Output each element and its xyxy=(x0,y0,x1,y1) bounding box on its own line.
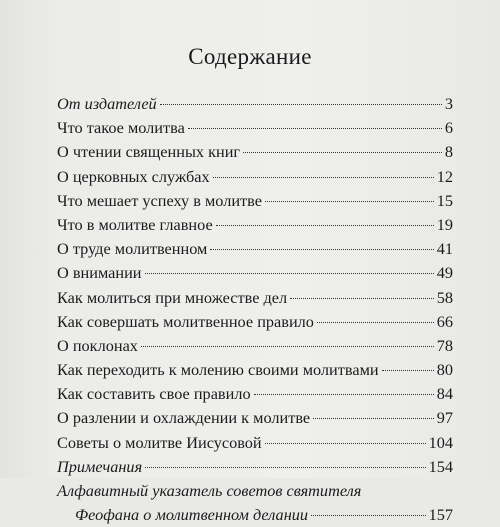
table-of-contents xyxy=(57,92,453,527)
toc-entry xyxy=(57,261,453,285)
toc-page-number: 8 xyxy=(444,142,453,162)
toc-page-number: 12 xyxy=(436,166,453,186)
toc-entry xyxy=(57,358,453,382)
toc-entry-label: Примечания xyxy=(57,456,143,476)
toc-page-number: 80 xyxy=(436,360,453,380)
toc-entry xyxy=(57,189,453,213)
toc-page-number: 19 xyxy=(436,214,453,234)
toc-entry xyxy=(57,116,453,140)
toc-entry xyxy=(57,406,453,430)
toc-entry-label: О разлении и охлаждении к молитве xyxy=(57,408,311,428)
toc-page-number: 78 xyxy=(436,335,453,355)
leader-dots xyxy=(313,417,434,419)
toc-entry xyxy=(57,92,453,116)
toc-entry-label: Как совершать молитвенное правило xyxy=(57,311,314,331)
toc-page-number: 104 xyxy=(428,432,453,452)
toc-page-number: 97 xyxy=(436,408,453,428)
leader-dots xyxy=(145,466,425,468)
toc-entry-label: О чтении священных книг xyxy=(57,142,241,162)
toc-entry-continuation xyxy=(57,503,453,527)
toc-entry xyxy=(57,382,453,406)
leader-dots xyxy=(265,442,426,444)
toc-entry-label: Как молиться при множестве дел xyxy=(57,287,288,307)
leader-dots xyxy=(213,176,434,178)
toc-entry-label: О внимании xyxy=(57,263,142,283)
toc-entry xyxy=(57,286,453,310)
leader-dots xyxy=(160,103,442,105)
toc-entry-label: Что мешает успеху в молитве xyxy=(57,190,262,210)
leader-dots xyxy=(243,151,442,153)
toc-entry xyxy=(57,213,453,237)
toc-entry-label: Советы о молитве Иисусовой xyxy=(57,432,262,452)
leader-dots xyxy=(216,224,434,226)
toc-page-number: 6 xyxy=(444,118,453,138)
leader-dots xyxy=(382,369,434,371)
toc-entry xyxy=(57,165,453,189)
page-title: Содержание xyxy=(188,44,312,69)
toc-entry-label: Феофана о молитвенном делании xyxy=(75,505,309,525)
toc-page-number: 41 xyxy=(436,239,453,259)
toc-entry xyxy=(57,334,453,358)
toc-entry-label: О труде молитвенном xyxy=(57,239,208,259)
toc-entry xyxy=(57,479,453,503)
toc-entry xyxy=(57,237,453,261)
toc-page-number: 154 xyxy=(428,456,453,476)
toc-page-number: 66 xyxy=(436,311,453,331)
toc-entry xyxy=(57,431,453,455)
toc-page-number: 84 xyxy=(436,384,453,404)
toc-entry xyxy=(57,455,453,479)
toc-page-number: 58 xyxy=(436,287,453,307)
toc-page-number: 157 xyxy=(428,505,453,525)
toc-page-number: 15 xyxy=(436,190,453,210)
leader-dots xyxy=(210,248,433,250)
toc-entry-label: Что в молитве главное xyxy=(57,214,213,234)
toc-entry-label: Алфавитный указатель советов святителя xyxy=(57,481,362,500)
toc-entry-label: От издателей xyxy=(57,94,157,113)
bleed-through-spine xyxy=(8,40,22,460)
toc-entry-label: О церковных службах xyxy=(57,166,210,186)
toc-entry xyxy=(57,140,453,164)
leader-dots xyxy=(141,345,434,347)
toc-entry xyxy=(57,310,453,334)
leader-dots xyxy=(254,393,434,395)
toc-entry-label: Как составить свое правило xyxy=(57,384,251,404)
leader-dots xyxy=(311,514,426,516)
leader-dots xyxy=(188,127,442,129)
toc-page-number: 49 xyxy=(436,263,453,283)
leader-dots xyxy=(265,200,434,202)
leader-dots xyxy=(317,321,434,323)
toc-page-number: 3 xyxy=(444,94,453,113)
toc-entry-label: О поклонах xyxy=(57,335,138,355)
leader-dots xyxy=(290,297,434,299)
toc-entry-label: Как переходить к молению своими молитвами xyxy=(57,360,379,380)
leader-dots xyxy=(145,272,434,274)
toc-entry-label: Что такое молитва xyxy=(57,118,185,138)
